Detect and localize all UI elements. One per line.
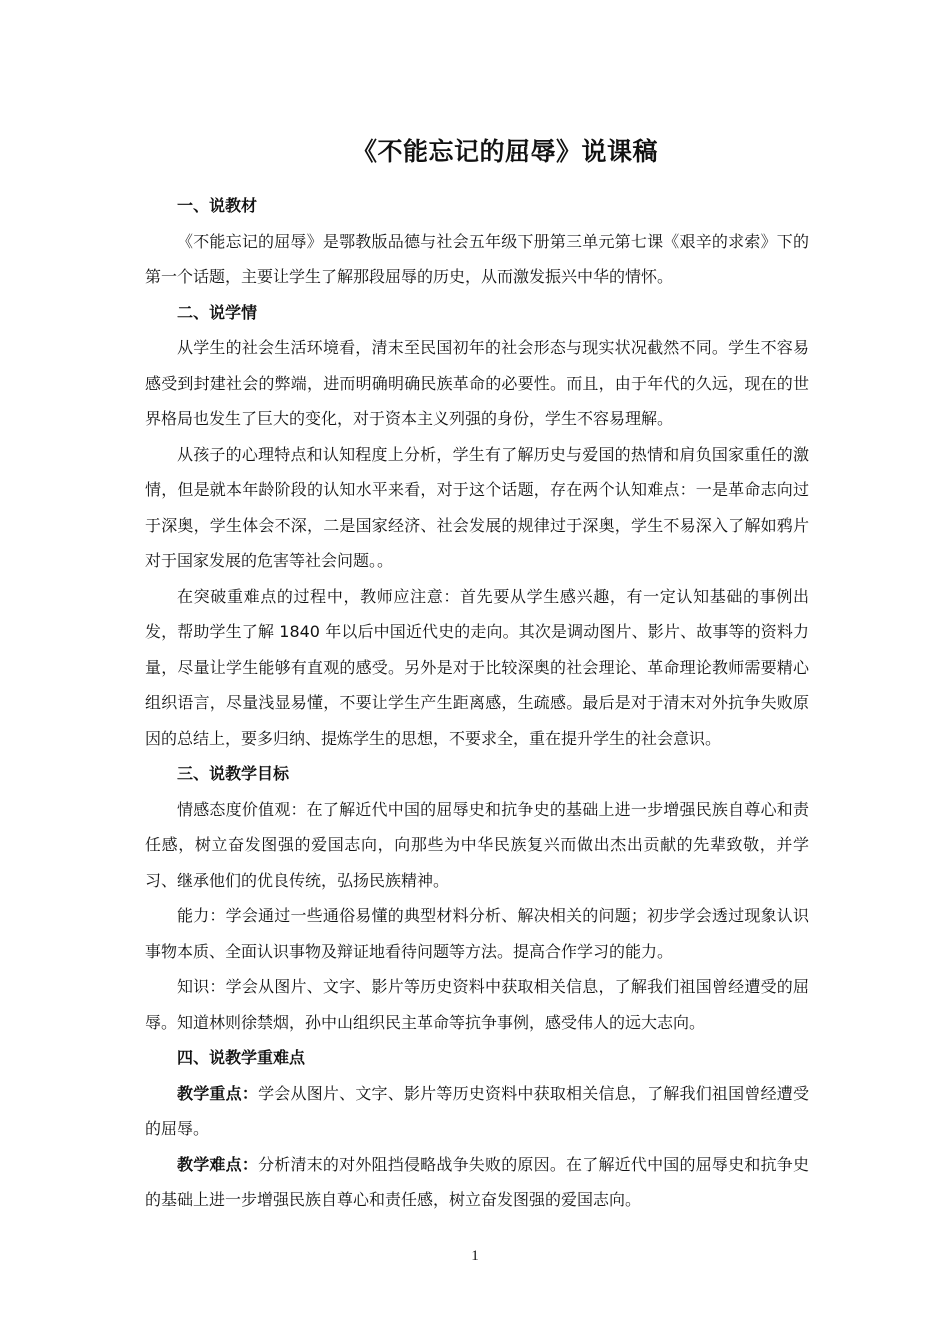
- section-heading-goals: 三、说教学目标: [177, 764, 290, 783]
- difficulty-label: 教学难点：: [177, 1154, 259, 1174]
- key-point-text: 学会从图片、文字、影片等历史资料中获取相关信息，了解我们祖国曾经遭受的屈辱。: [145, 1083, 809, 1138]
- section-heading-key-points: 四、说教学重难点: [177, 1048, 306, 1067]
- document-body: [145, 188, 809, 1218]
- section-heading-textbook: 一、说教材: [177, 196, 258, 215]
- paragraph-goal-values: 情感态度价值观：在了解近代中国的屈辱史和抗争史的基础上进一步增强民族自尊心和责任感，树立奋发图强的爱国志向，向那些为中华民族复兴而做出杰出贡献的先辈致敬，并学习、继承他们的优良传统，弘扬民族精神。: [145, 799, 809, 890]
- section-heading-students: 二、说学情: [177, 302, 258, 322]
- document-title: 《不能忘记的屈辱》说课稿: [351, 137, 658, 166]
- paragraph-students-psychology: 从孩子的心理特点和认知程度上分析，学生有了解历史与爱国的热情和肩负国家重任的激情，但是就本年龄阶段的认知水平来看，对于这个话题，存在两个认知难点：一是革命志向过于深奥，学生体会不深，二是国家经济、社会发展的规律过于深奥，学生不易深入了解如鸦片对于国家发展的危害等社会问题。。: [145, 444, 809, 570]
- paragraph-students-environment: 从学生的社会生活环境看，清末至民国初年的社会形态与现实状况截然不同。学生不容易感受到封建社会的弊端，进而明确明确民族革命的必要性。而且，由于年代的久远，现在的世界格局也发生了巨大的变化，对于资本主义列强的身份，学生不容易理解。: [145, 338, 809, 428]
- page-number: 1: [471, 1248, 479, 1264]
- paragraph-textbook-intro: 《不能忘记的屈辱》是鄂教版品德与社会五年级下册第三单元第七课《艰辛的求索》下的第一个话题，主要让学生了解那段屈辱的历史，从而激发振兴中华的情怀。: [145, 231, 809, 286]
- paragraph-key-point: [145, 1076, 809, 1147]
- paragraph-difficulty: [145, 1147, 809, 1218]
- difficulty-text: 分析清末的对外阻挡侵略战争失败的原因。在了解近代中国的屈辱史和抗争史的基础上进一步增强民族自尊心和责任感，树立奋发图强的爱国志向。: [145, 1154, 809, 1209]
- key-point-label: 教学重点：: [177, 1083, 259, 1103]
- paragraph-goal-ability: 能力：学会通过一些通俗易懂的典型材料分析、解决相关的问题；初步学会透过现象认识事物本质、全面认识事物及辩证地看待问题等方法。提高合作学习的能力。: [145, 906, 809, 961]
- paragraph-goal-knowledge: 知识：学会从图片、文字、影片等历史资料中获取相关信息，了解我们祖国曾经遭受的屈辱。知道林则徐禁烟，孙中山组织民主革命等抗争事例，感受伟人的远大志向。: [145, 977, 809, 1032]
- paragraph-teaching-notes: 在突破重难点的过程中，教师应注意：首先要从学生感兴趣，有一定认知基础的事例出发，帮助学生了解 1840 年以后中国近代史的走向。其次是调动图片、影片、故事等的资料力量，尽量让学生能够有直观的感受。另外是对于比较深奥的社会理论、革命理论教师需要精心组织语言，尽量浅显易懂，不要让学生产生距离感，生疏感。最后是对于清末对外抗争失败原因的总结上，要多归纳、提炼学生的思想，不要求全，重在提升学生的社会意识。: [145, 586, 809, 748]
